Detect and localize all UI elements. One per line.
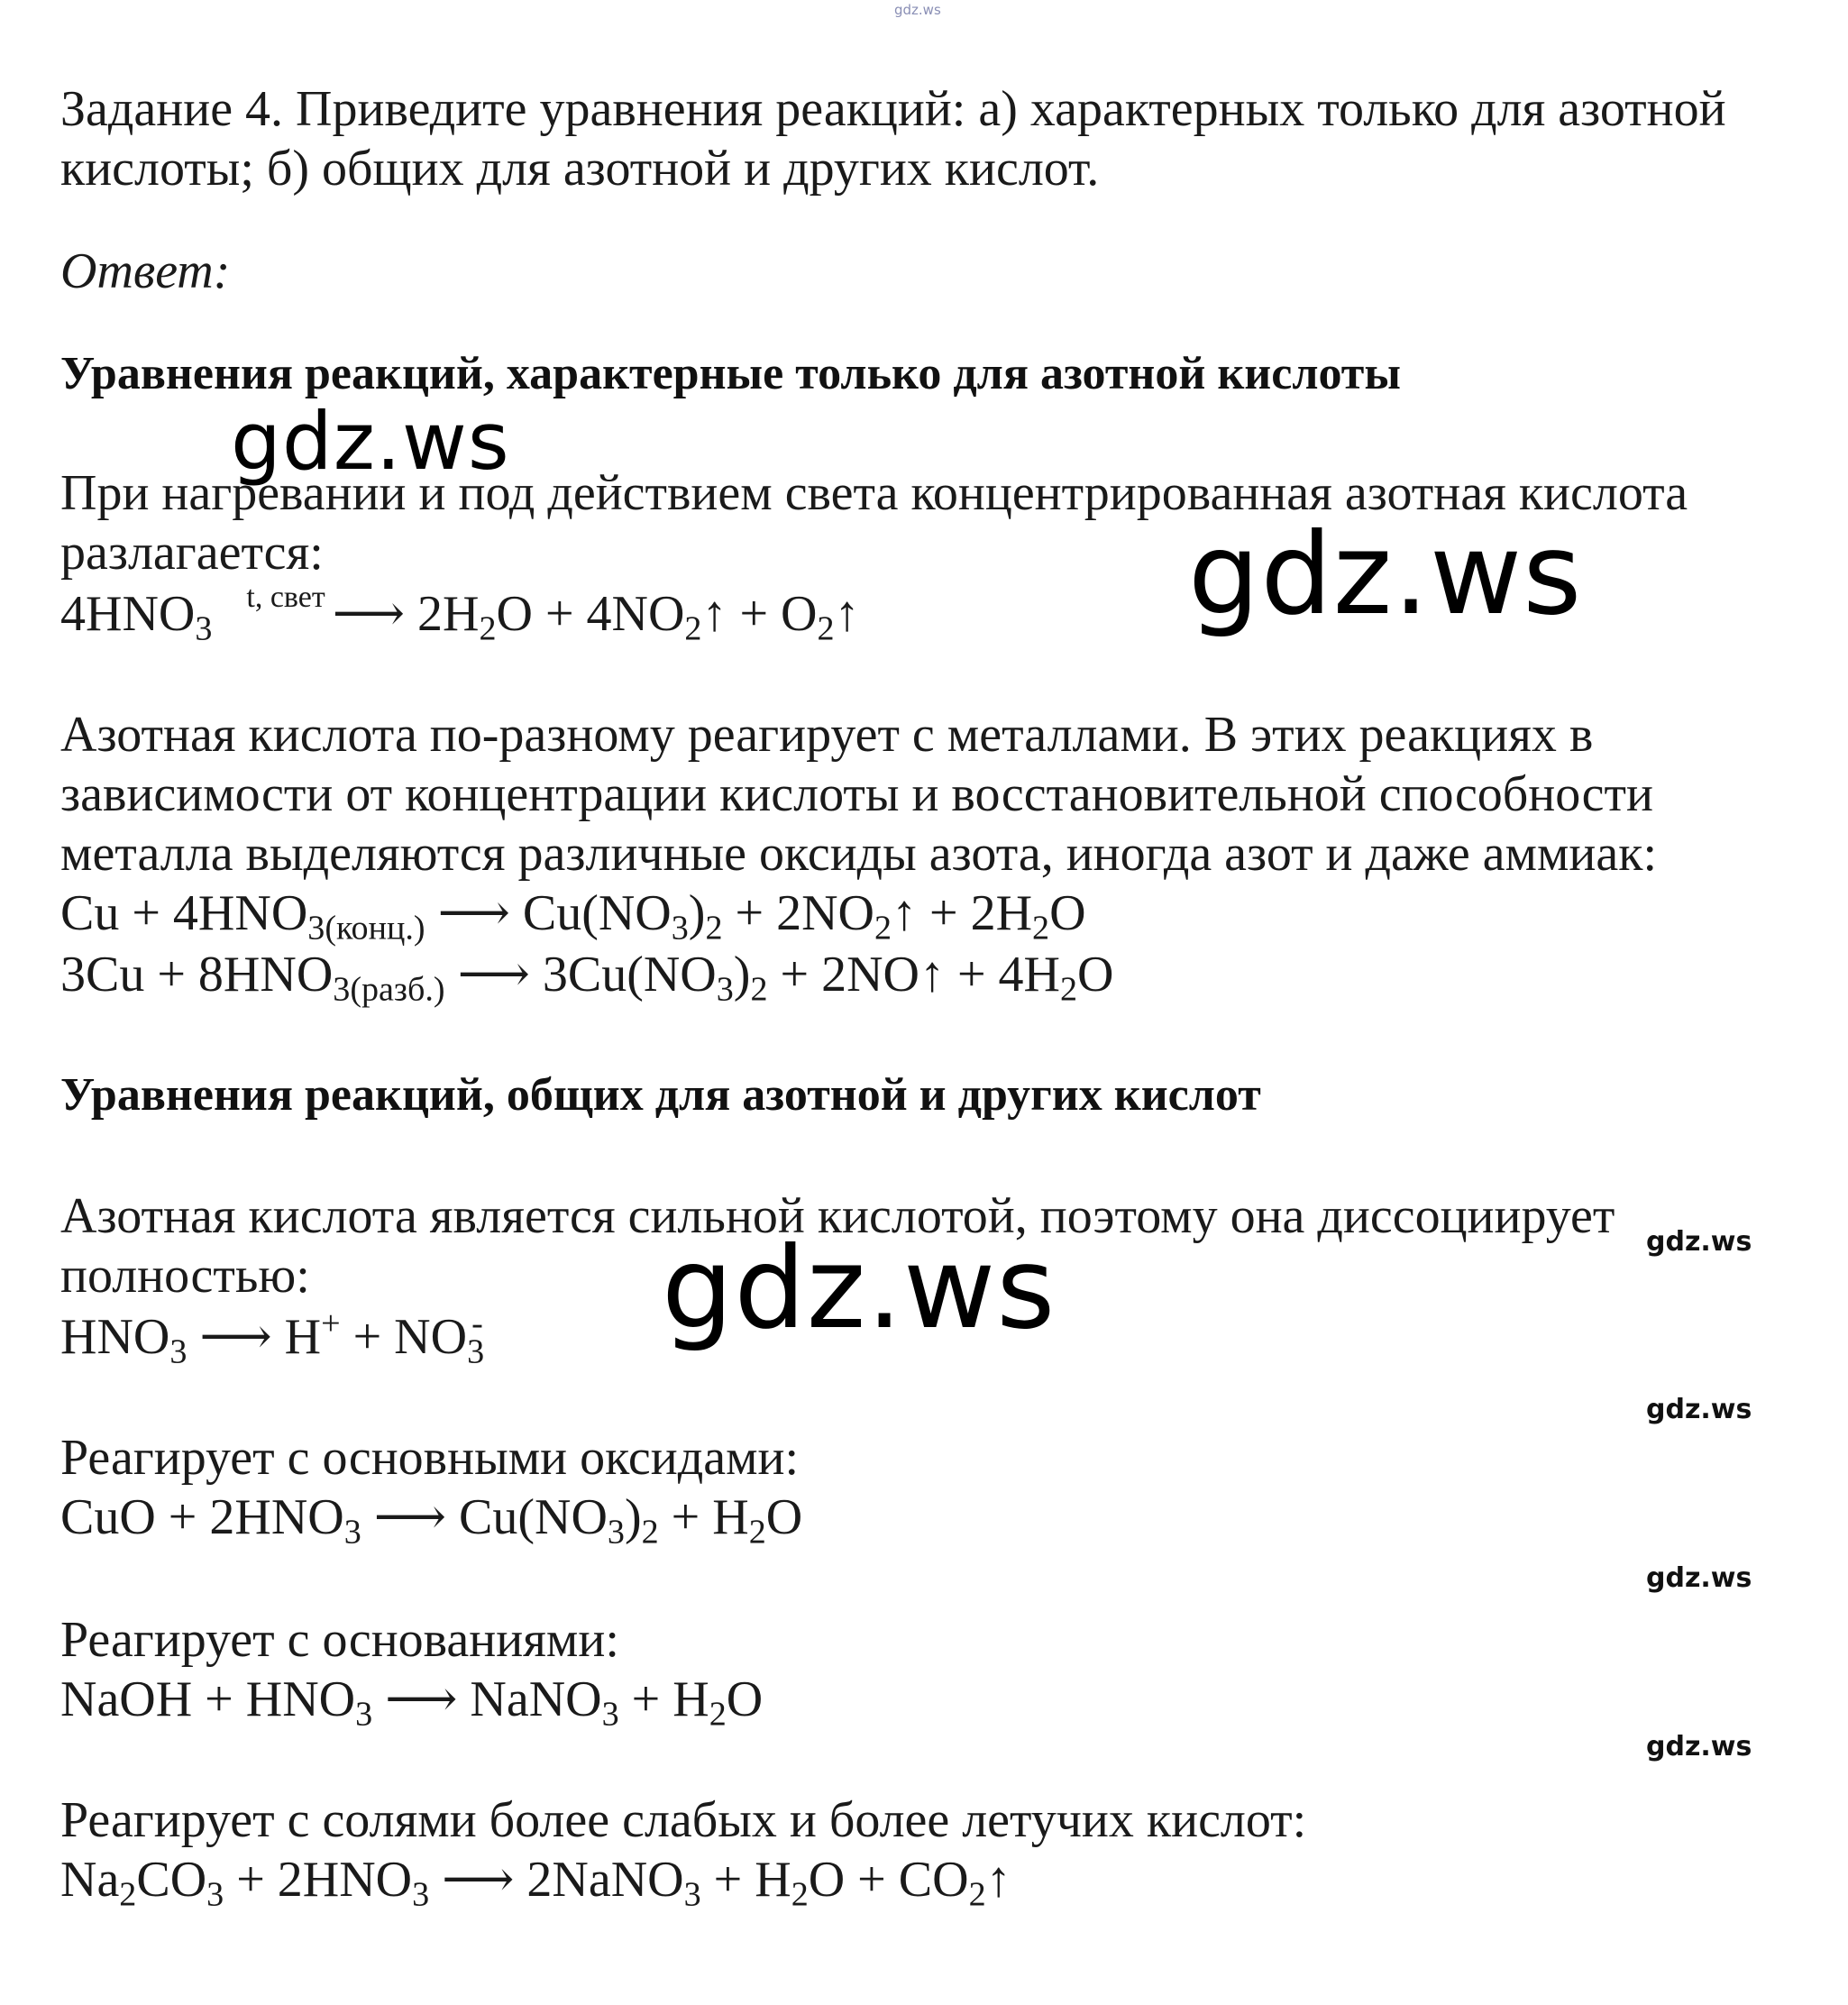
dissociation-text-1: Азотная кислота является сильной кислотой, поэтому она диссоциирует xyxy=(60,1188,1615,1244)
dilute-label: (разб.) xyxy=(350,970,445,1009)
decomposition-text-2: разлагается: xyxy=(60,525,324,581)
top-watermark: gdz.ws xyxy=(894,2,941,18)
section-1-heading: Уравнения реакций, характерные только для азотной кислоты xyxy=(60,348,1401,399)
dissociation-text-2: полностью: xyxy=(60,1248,310,1304)
salts-text: Реагирует с солями более слабых и более летучих кислот: xyxy=(60,1792,1307,1848)
task-line-2: кислоты; б) общих для азотной и других кислот. xyxy=(60,141,1100,197)
equation-basic-oxide: CuO + $2HNO_3$ ⟶ $Cu(NO_3)_2 + H_2O$ xyxy=(60,1489,803,1552)
decomposition-text-1: При нагревании и под действием света концентрированная азотная кислота xyxy=(60,465,1688,521)
metals-text-3: металла выделяются различные оксиды азота, иногда азот и даже аммиак: xyxy=(60,826,1657,882)
task-line-1: Задание 4. Приведите уравнения реакций: а) характерных только для азотной xyxy=(60,81,1726,137)
bases-text: Реагирует с основаниями: xyxy=(60,1612,619,1668)
equation-base: NaOH + $HNO_3$ ⟶ NaNO$_3$ + $H_2O$ xyxy=(60,1671,764,1734)
concentrated-label: (конц.) xyxy=(325,909,425,948)
watermark-large-3: gdz.ws xyxy=(662,1223,1057,1354)
basic-oxides-text: Реагирует с основными оксидами: xyxy=(60,1430,800,1486)
watermark-large-1: gdz.ws xyxy=(231,395,510,488)
watermark-small-1: gdz.ws xyxy=(1646,1226,1752,1258)
watermark-small-3: gdz.ws xyxy=(1646,1562,1752,1594)
equation-dissociation: $HNO_3$ ⟶ $H^+ + NO_3^-$ xyxy=(60,1305,485,1371)
answer-label: Ответ: xyxy=(60,243,231,299)
watermark-small-4: gdz.ws xyxy=(1646,1731,1752,1762)
metals-text-1: Азотная кислота по-разному реагирует с металлами. В этих реакциях в xyxy=(60,707,1594,763)
equation-copper-dilute: $3Cu + 8HNO_{3(разб.)}$ ⟶ $3Cu(NO_3)_2$ + 2NO↑ + $4H_2O$ xyxy=(60,947,1114,1009)
metals-text-2: зависимости от концентрации кислоты и восстановительной способности xyxy=(60,766,1653,822)
watermark-small-2: gdz.ws xyxy=(1646,1394,1752,1425)
watermark-large-2: gdz.ws xyxy=(1188,509,1583,640)
equation-decomposition: $4HNO_3^{t, свет}$ ⟶ $2H_2O$ + $4NO_2↑$ + $O_2↑$ xyxy=(60,581,860,648)
equation-copper-concentrated: $Cu + 4HNO_{3(конц.)}$ ⟶ $Cu(NO_3)_2$ + $2NO_2↑ + 2H_2O$ xyxy=(60,885,1086,948)
reaction-condition: t, свет xyxy=(246,581,325,614)
section-2-heading: Уравнения реакций, общих для азотной и других кислот xyxy=(60,1069,1261,1121)
equation-salt: $Na_2CO_3 + 2HNO_3$ ⟶ 2NaNO$_3$ + $H_2O$ + $CO_2↑$ xyxy=(60,1852,1011,1914)
